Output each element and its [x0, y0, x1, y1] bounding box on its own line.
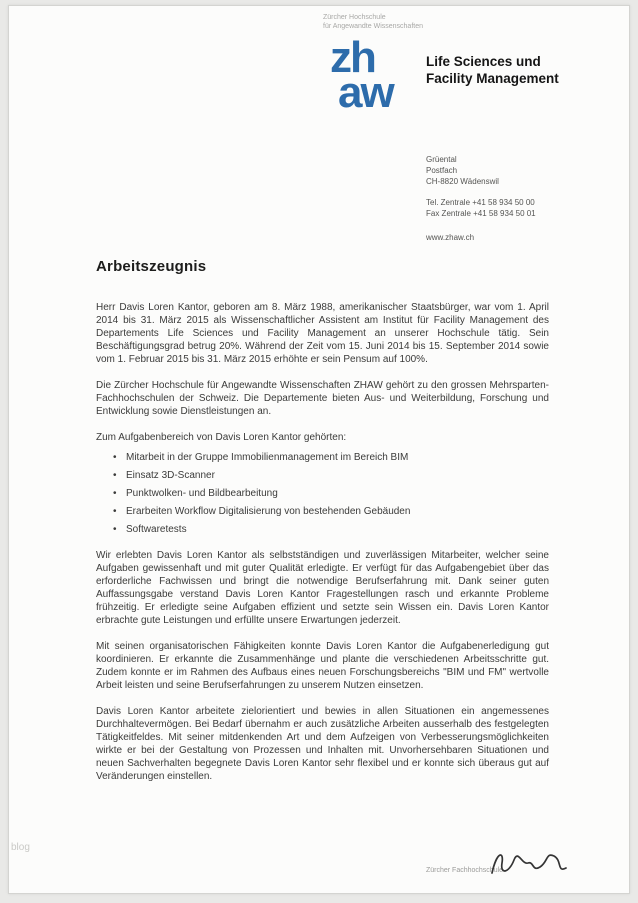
tasks-list: [96, 451, 549, 536]
zhaw-logo: [330, 33, 393, 117]
bullet-icon: •: [113, 470, 117, 481]
paragraph-employment: Herr Davis Loren Kantor, geboren am 8. März 1988, amerikanischer Staatsbürger, war vom 1. April 2014 bis 31. März 2015 als Wissenschaftlicher Assistent am Institut für Facility Management des Departements Life Sciences und Facility Management an unserer Hochschule tätig. Sein Beschäftigungsgrad betrug 20%. Während der Zeit vom 15. Juni 2014 bis 15. September 2014 sowie vom 1. Februar 2015 bis 31. März 2015 erhöhte er sein Pensum auf 100%.: [96, 302, 549, 365]
letter-page: [8, 5, 630, 894]
paragraph-performance: Wir erlebten Davis Loren Kantor als selbstständigen und zuverlässigen Mitarbeiter, welcher seine Aufgaben gewissenhaft und mit guter Qualität erledigte. Er verfügt für das Aufgabengebiet über das erforderliche Fachwissen und bringt die notwendige Berufserfahrung mit. Dank seiner guten Auffassungsgabe verstand Davis Loren Kantor Fragestellungen rasch und erkannte Probleme frühzeitig. Er erledigte seine Aufgaben effizient und setzte sein Wissen ein. Davis Loren Kantor erbrachte gute Leistungen und erfüllte unsere Erwartungen jederzeit.: [96, 550, 549, 626]
list-item: [96, 451, 549, 464]
phone-numbers: [426, 197, 536, 219]
bullet-icon: •: [113, 452, 117, 463]
institution-line-2: für Angewandte Wissenschaften: [323, 23, 424, 30]
zhaw-logo-text-aw: aw: [338, 68, 393, 117]
paragraph-workstyle: Davis Loren Kantor arbeitete zielorientiert und bewies in allen Situationen ein angemessenes Durchhaltevermögen. Bei Bedarf übernahm er auch zusätzliche Arbeiten ausserhalb des festgelegten Tätigkeitfeldes. Mit seiner mitdenkenden Art und dem Aufzeigen von Verbesserungsmöglichkeiten wirkte er bei der Gestaltung von Prozessen und Inhalten mit. Unvorhersehbaren Situationen und neuen Sachverhalten begegnete Davis Loren Kantor sehr flexibel und er konnte sich überaus gut auf Veränderungen einstellen.: [96, 706, 549, 782]
bullet-icon: •: [113, 524, 117, 535]
department-name: [426, 53, 559, 87]
phone-line-2: Fax Zentrale +41 58 934 50 01: [426, 209, 536, 218]
zhaw-logo-text-zh: zh: [330, 33, 375, 82]
list-item: [96, 523, 549, 536]
list-item: [96, 505, 549, 518]
handwritten-signature: [487, 842, 571, 886]
task-text: Softwaretests: [126, 524, 187, 535]
watermark-text: blog: [11, 842, 30, 853]
task-text: Einsatz 3D-Scanner: [126, 470, 215, 481]
document-body: [96, 301, 549, 796]
address-line-2: Postfach: [426, 166, 458, 175]
postal-address: [426, 154, 536, 187]
address-line-1: Grüental: [426, 155, 457, 164]
task-text: Erarbeiten Workflow Digitalisierung von bestehenden Gebäuden: [126, 506, 411, 517]
footer-institution-label: Zürcher Fachhochschule: [426, 867, 504, 874]
bullet-icon: •: [113, 488, 117, 499]
institution-line-1: Zürcher Hochschule: [323, 14, 386, 21]
department-line-1: Life Sciences und: [426, 54, 541, 69]
department-line-2: Facility Management: [426, 71, 559, 86]
task-text: Punktwolken- und Bildbearbeitung: [126, 488, 278, 499]
paragraph-institution: Die Zürcher Hochschule für Angewandte Wissenschaften ZHAW gehört zu den grossen Mehrsparten-Fachhochschulen der Schweiz. Die Departemente bieten Aus- und Weiterbildung, Forschung und Entwicklung sowie Dienstleistungen an.: [96, 380, 549, 417]
institution-name-small: [323, 13, 423, 31]
phone-line-1: Tel. Zentrale +41 58 934 50 00: [426, 198, 535, 207]
list-item: [96, 469, 549, 482]
tasks-intro: Zum Aufgabenbereich von Davis Loren Kantor gehörten:: [96, 432, 347, 443]
paragraph-organisation: Mit seinen organisatorischen Fähigkeiten konnte Davis Loren Kantor die Aufgabenerledigung gut koordinieren. Er erkannte die Zusammenhänge und plante die verschiedenen Arbeitsschritte gut. Zudem konnte er im Rahmen des Aufbaus eines neuen Forschungsbereichs "BIM und FM" wertvolle Arbeit leisten und seine Berufserfahrungen zu unserem Nutzen einsetzen.: [96, 641, 549, 691]
bullet-icon: •: [113, 506, 117, 517]
task-text: Mitarbeit in der Gruppe Immobilienmanagement im Bereich BIM: [126, 452, 409, 463]
website-url: www.zhaw.ch: [426, 233, 475, 242]
document-title: Arbeitszeugnis: [96, 258, 207, 275]
contact-block: [426, 154, 536, 243]
list-item: [96, 487, 549, 500]
address-line-3: CH-8820 Wädenswil: [426, 177, 499, 186]
